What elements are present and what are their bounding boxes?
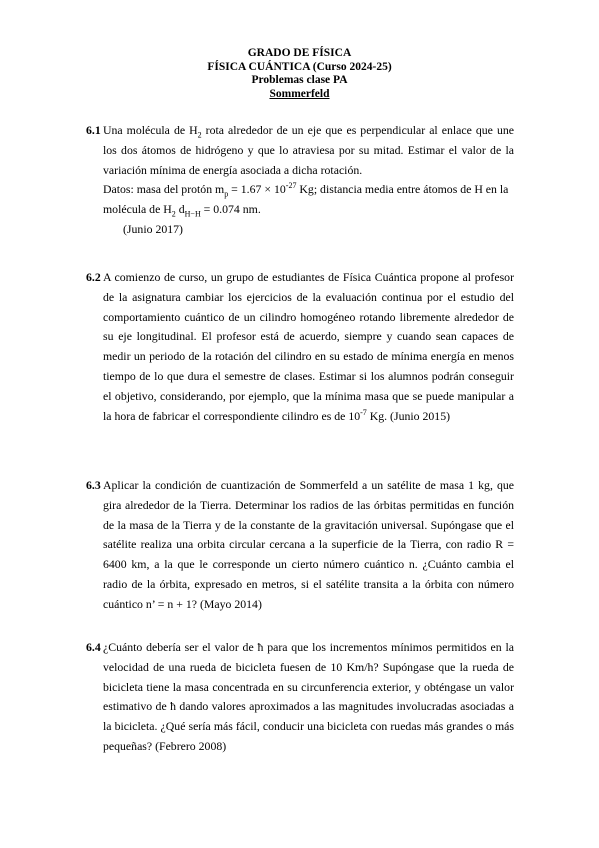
problem-number: 6.1	[86, 123, 101, 137]
problem-statement: ¿Cuánto debería ser el valor de ħ para que los incrementos mínimos permitidos en la velocidad de una rueda de bicicleta fuesen de 10 Km/h? Supóngase que la rueda de bicicleta tiene la masa concentrada en su circunferencia exterior, y obténgase un valor estimativo de ħ dando valores aproximados a las magnitudes involucradas asociadas a la bicicleta. ¿Qué sería más fácil, conducir una bicicleta con ruedas más grandes o más pequeñas? (Febrero 2008)	[103, 640, 514, 753]
problem-6-2	[86, 268, 514, 426]
problem-statement: A comienzo de curso, un grupo de estudiantes de Física Cuántica propone al profesor de la asignatura cambiar los ejercicios de la evaluación continua por el estudio del comportamiento cuántico de un cilindro homogéneo rotando libremente alrededor de su eje longitudinal. El profesor está de acuerdo, siempre y cuando sean capaces de medir un periodo de la rotación del cilindro en su estado de mínima energía en menos tiempo de lo que dura el semestre de clases. Estimar si los alumnos podrán conseguir el objetivo, considerando, por ejemplo, que la mínima masa que se puede manipular a la hora de fabricar el correspondiente cilindro es de $10^{-7}$ Kg. (Junio 2015)	[103, 270, 514, 423]
problem-statement: Una molécula de $H_2$ rota alrededor de un eje que es perpendicular al enlace que une los dos átomos de hidrógeno y que lo atraviesa por su mitad. Estimar el valor de la variación mínima de energía asociada a dicha rotación.	[103, 123, 514, 177]
problems-type: Problemas clase PA	[251, 74, 348, 86]
problem-number: 6.2	[86, 270, 101, 284]
degree-title: GRADO DE FÍSICA	[247, 47, 352, 59]
problem-6-4	[86, 638, 514, 757]
problem-data: Datos: masa del protón $m_p = 1.67 \times 10^{-27}$ Kg; distancia media entre átomos de H en la molécula de $H_2$ $d_{H-H} = 0.074$ nm.	[103, 181, 509, 219]
problem-number: 6.4	[86, 640, 101, 654]
problem-6-1	[86, 121, 514, 240]
document-header	[0, 47, 599, 101]
problem-source: (Junio 2017)	[123, 221, 183, 236]
topic-title: Sommerfeld	[269, 87, 330, 100]
problem-6-3	[86, 476, 514, 615]
problem-number: 6.3	[86, 478, 101, 492]
problem-statement: Aplicar la condición de cuantización de Sommerfeld a un satélite de masa 1 kg, que gira alrededor de la Tierra. Determinar los radios de las órbitas permitidas en función de la masa de la Tierra y de la constante de la gravitación universal. Supóngase que el satélite realiza una orbita circular cercana a la superficie de la Tierra, con radio R = 6400 km, a la que le corresponde un cierto número cuántico n. ¿Cuánto cambia el radio de la órbita, expresado en metros, si el satélite transita a la órbita con número cuántico n’ = n + 1? (Mayo 2014)	[103, 478, 514, 611]
course-title: FÍSICA CUÁNTICA (Curso 2024-25)	[207, 60, 392, 73]
